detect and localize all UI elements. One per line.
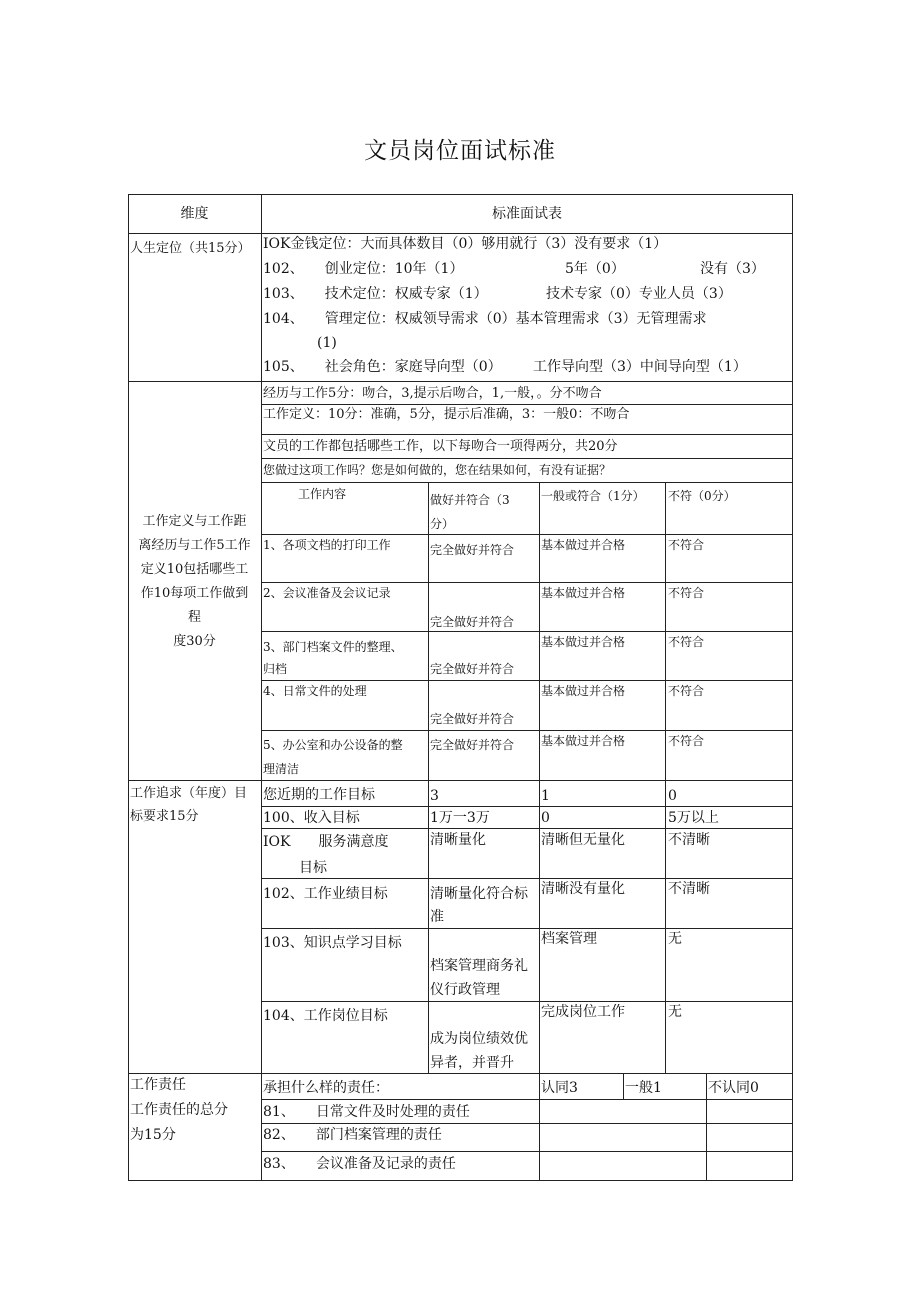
s2-row2-bad: 不符合 [668,586,705,600]
s4-label-3: 为15分 [130,1127,176,1143]
s2-col-good: 做好并符合（3 [430,493,510,507]
s3-col-divider-2 [539,780,540,1073]
s2-row2-good: 完全做好并符合 [430,615,515,629]
s4-item-3: 83、 会议准备及记录的责任 [263,1156,456,1172]
s3-row1-a: 3 [430,788,439,804]
dimension-divider [261,194,262,1181]
s2-rule-2 [261,434,793,435]
s4-rule-3 [261,1151,793,1152]
s2-row5-ok: 基本做过并合格 [541,734,626,748]
s2-label-1: 工作定义与工作距 [142,514,247,529]
s4-item-2: 82、 部门档案管理的责任 [263,1127,442,1143]
s2-row5-good: 完全做好并符合 [430,738,515,752]
s2-row3-item-cont: 归档 [263,662,288,676]
s3-label-1: 工作追求（年度）目 [130,786,248,801]
s2-row2-ok: 基本做过并合格 [541,586,626,600]
s1-bottom-rule [128,381,793,382]
s2-row3-ok: 基本做过并合格 [541,635,626,649]
s3-rule-3 [261,878,793,879]
s3-row5-item: 103、知识点学习目标 [263,935,402,951]
s2-row5-item: 5、办公室和办公设备的整 [263,738,403,752]
s2-intro-question: 您做过这项工作吗？您是如何做的，您在结果如何，有没有证据？ [263,463,612,477]
table-border-left [128,194,129,1181]
s2-label-6: 度30分 [173,634,216,649]
s2-row1-bad: 不符合 [668,538,705,552]
s3-row2-item: 100、收入目标 [263,810,360,826]
s4-option-agree: 认同3 [541,1080,578,1096]
s4-question: 承担什么样的责任： [263,1080,389,1096]
s2-row4-good: 完全做好并符合 [430,712,515,726]
s3-row3-c: 不清晰 [668,832,710,848]
s3-row4-a: 清晰量化符合标 [430,886,528,902]
s3-row3-a: 清晰量化 [430,832,486,848]
s2-row1-good: 完全做好并符合 [430,543,515,557]
s3-row1-c: 0 [668,788,677,804]
s2-bottom-rule [128,780,793,781]
s1-line-tech-2: 技术专家（0）专业人员（3） [546,286,732,302]
s3-row6-item: 104、工作岗位目标 [263,1008,388,1024]
s3-row4-a-cont: 准 [430,909,444,925]
s3-row3-b: 清晰但无量化 [541,832,625,848]
s2-label-2: 离经历与工作5工作 [138,538,251,553]
s3-row6-a-cont: 异者，并晋升 [430,1055,514,1071]
s2-intro-definition: 工作定义：10分：准确，5分，提示后准确，3：一般0：不吻合 [263,407,630,422]
s2-row1-ok: 基本做过并合格 [541,538,626,552]
s2-rule-9 [261,730,793,731]
s1-line-social: 105、 社会角色：家庭导向型（0） [263,359,502,375]
s2-row3-bad: 不符合 [668,635,705,649]
s2-col-bad: 不符（0分） [668,489,736,503]
table-border-top [128,194,793,195]
s1-line-startup: 102、 创业定位：10年（1） [263,261,464,277]
s2-col-content: 工作内容 [298,487,347,501]
s3-rule-4 [261,928,793,929]
s2-col-good-cont: 分） [430,517,455,531]
s1-line-social-2: 工作导向型（3）中间导向型（1） [533,359,747,375]
s3-label-2: 标要求15分 [130,809,199,824]
s3-row1-item: 您近期的工作目标 [263,787,375,803]
s3-col-divider-3 [665,780,666,1073]
s1-line-mgmt-cont: (1) [317,335,337,351]
s2-row4-ok: 基本做过并合格 [541,684,626,698]
s2-label-4: 作10每项工作做到 [140,586,249,601]
s2-row4-item: 4、日常文件的处理 [263,684,367,698]
s2-row5-bad: 不符合 [668,734,705,748]
s3-row4-c: 不清晰 [668,881,710,897]
s2-label-3: 定义10包括哪些工 [140,562,249,577]
s4-col-divider-2 [706,1073,707,1180]
s3-row4-item: 102、工作业绩目标 [263,886,388,902]
s1-line-startup-5y: 5年（0） [565,261,625,277]
s1-label: 人生定位（共15分） [130,241,251,256]
page-title: 文员岗位面试标准 [364,138,556,164]
s3-row6-c: 无 [668,1004,682,1020]
s2-intro-experience: 经历与工作5分：吻合，3,提示后吻合，1,一般，。分不吻合 [263,386,602,401]
s3-rule-1 [261,806,793,807]
s1-line-tech: 103、 技术定位：权威专家（1） [263,286,488,302]
s3-bottom-rule [128,1073,793,1074]
s3-row5-b: 档案管理 [541,931,597,947]
s2-label-5: 程 [187,610,201,625]
s4-rule-2 [261,1123,793,1124]
s2-row3-item: 3、部门档案文件的整理、 [263,640,403,654]
s3-row2-a: 1万一3万 [430,810,490,826]
s1-line-startup-none: 没有（3） [700,261,765,277]
s3-rule-5 [261,1001,793,1002]
s2-row4-bad: 不符合 [668,684,705,698]
s4-option-neutral: 一般1 [625,1080,662,1096]
s3-row5-a-cont: 仪行政管理 [430,982,500,998]
s4-item-1: 81、 日常文件及时处理的责任 [263,1104,470,1120]
s2-row3-good: 完全做好并符合 [430,662,515,676]
header-standard-table: 标准面试表 [492,206,562,222]
s2-row1-item: 1、各项文档的打印工作 [263,538,391,552]
s2-row5-item-cont: 理清洁 [263,762,300,776]
s2-rule-4 [261,482,793,483]
s3-row2-c: 5万以上 [668,810,719,826]
s4-rule-1 [261,1099,793,1100]
s3-row4-b: 清晰没有量化 [541,881,625,897]
s3-col-divider-1 [428,780,429,1073]
s4-col-divider-mid [623,1073,624,1099]
s2-rule-7 [261,631,793,632]
s1-line-money: IOK金钱定位：大而具体数目（0）够用就行（3）没有要求（1） [263,236,668,252]
s3-row3-item-cont: 目标 [299,860,327,876]
s3-rule-2 [261,828,793,829]
s3-row2-b: 0 [541,810,550,826]
s2-rule-3 [261,458,793,459]
s3-row6-a: 成为岗位绩效优 [430,1031,528,1047]
s1-line-mgmt: 104、 管理定位：权威领导需求（0）基本管理需求（3）无管理需求 [263,311,707,327]
s3-row1-b: 1 [541,788,550,804]
table-border-bottom [128,1180,793,1181]
s3-row3-item: IOK 服务满意度 [263,834,389,850]
interview-table [128,194,793,1181]
s2-intro-tasks: 文员的工作都包括哪些工作，以下每吻合一项得两分，共20分 [263,439,618,454]
s3-row5-c: 无 [668,931,682,947]
table-border-right [792,194,793,1181]
s4-label-1: 工作责任 [130,1077,186,1093]
s2-col-ok: 一般或符合（1分） [541,489,645,503]
s3-row6-b: 完成岗位工作 [541,1004,625,1020]
header-dimension: 维度 [180,206,209,222]
s4-col-divider-1 [539,1073,540,1180]
s2-row2-item: 2、会议准备及会议记录 [263,586,391,600]
s4-option-disagree: 不认同0 [708,1080,759,1096]
s4-label-2: 工作责任的总分 [130,1102,228,1118]
s3-row5-a: 档案管理商务礼 [430,958,528,974]
